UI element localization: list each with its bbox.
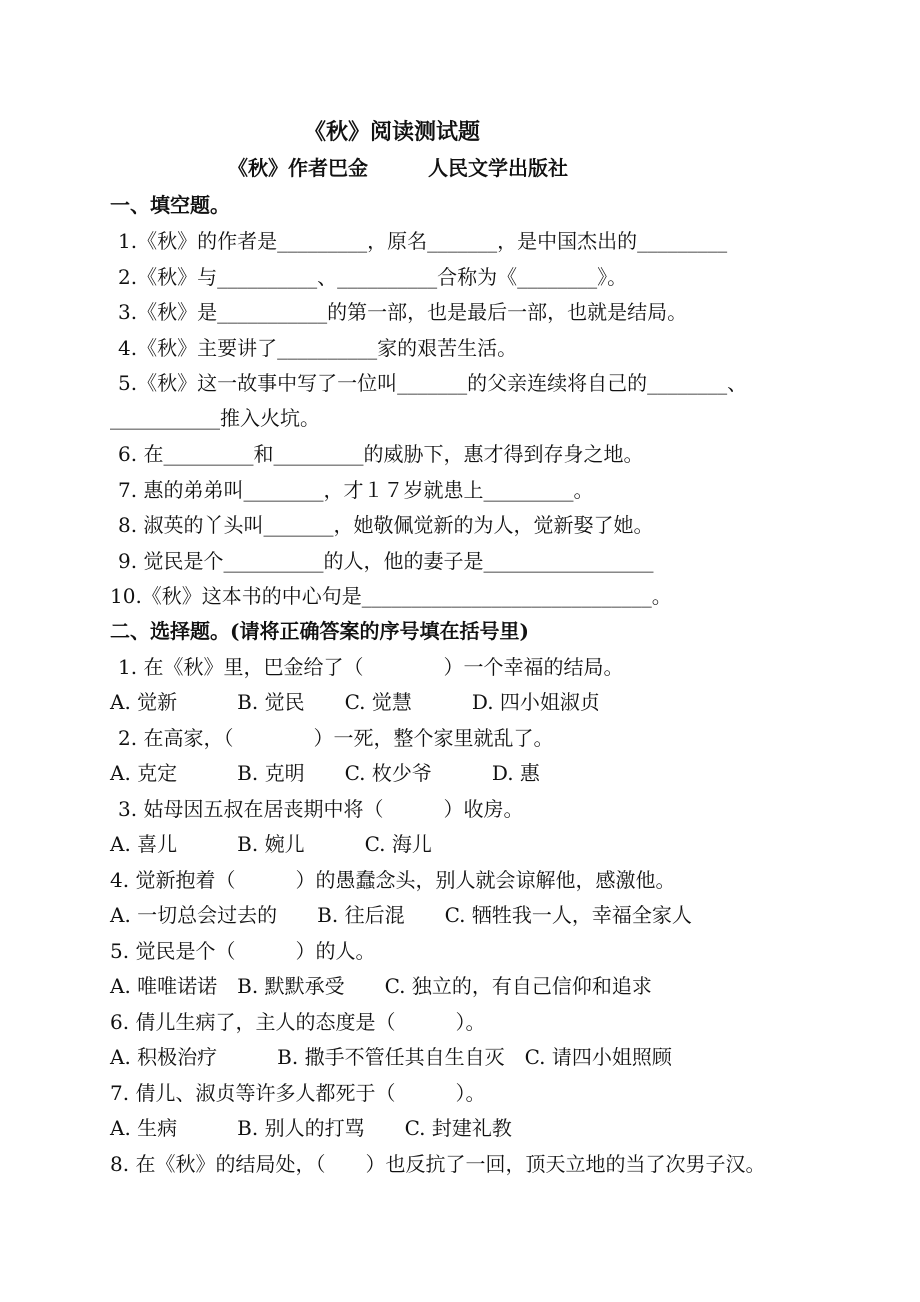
section1-heading: 一、填空题。	[110, 193, 230, 217]
fill-item-2: 2.《秋》与__________、__________合称为《________》。	[118, 265, 628, 289]
fill-item-4: 4.《秋》主要讲了__________家的艰苦生活。	[118, 336, 518, 360]
choice-q2-options: A. 克定 B. 克明 C. 枚少爷 D. 惠	[110, 761, 540, 785]
document-subtitle: 《秋》作者巴金 人民文学出版社	[228, 156, 568, 180]
choice-q1: 1. 在《秋》里，巴金给了（ ）一个幸福的结局。	[118, 655, 624, 679]
choice-q5-options: A. 唯唯诺诺 B. 默默承受 C. 独立的，有自己信仰和追求	[110, 974, 652, 998]
section2-heading: 二、选择题。(请将正确答案的序号填在括号里)	[110, 619, 529, 643]
choice-q4: 4. 觉新抱着（ ）的愚蠢念头，别人就会谅解他，感激他。	[110, 868, 676, 892]
choice-q6-options: A. 积极治疗 B. 撒手不管任其自生自灭 C. 请四小姐照顾	[110, 1045, 672, 1069]
fill-item-9: 9. 觉民是个__________的人，他的妻子是_________________	[118, 549, 654, 573]
fill-item-5-cont: ___________推入火坑。	[110, 406, 320, 430]
choice-q8: 8. 在《秋》的结局处，（ ）也反抗了一回，顶天立地的当了次男子汉。	[110, 1152, 766, 1176]
choice-q3-options: A. 喜儿 B. 婉儿 C. 海儿	[110, 832, 432, 856]
fill-item-3: 3.《秋》是___________的第一部，也是最后一部，也就是结局。	[118, 300, 688, 324]
choice-q2: 2. 在高家，（ ）一死，整个家里就乱了。	[118, 726, 554, 750]
fill-item-7: 7. 惠的弟弟叫________，才１７岁就患上_________。	[118, 478, 594, 502]
choice-q5: 5. 觉民是个（ ）的人。	[110, 939, 376, 963]
fill-item-5: 5.《秋》这一故事中写了一位叫_______的父亲连续将自己的________、	[118, 371, 748, 395]
choice-q7: 7. 倩儿、淑贞等许多人都死于（ ）。	[110, 1081, 486, 1105]
choice-q4-options: A. 一切总会过去的 B. 往后混 C. 牺牲我一人，幸福全家人	[110, 903, 692, 927]
fill-item-6: 6. 在_________和_________的威胁下，惠才得到存身之地。	[118, 442, 644, 466]
fill-item-10: 10.《秋》这本书的中心句是_____________________________。	[110, 584, 672, 608]
fill-item-1: 1.《秋》的作者是_________，原名_______，是中国杰出的_________	[118, 229, 728, 253]
choice-q6: 6. 倩儿生病了，主人的态度是（ ）。	[110, 1010, 486, 1034]
choice-q7-options: A. 生病 B. 别人的打骂 C. 封建礼教	[110, 1116, 512, 1140]
document-title: 《秋》阅读测试题	[304, 119, 481, 145]
fill-item-8: 8. 淑英的丫头叫_______，她敬佩觉新的为人，觉新娶了她。	[118, 513, 654, 537]
choice-q1-options: A. 觉新 B. 觉民 C. 觉慧 D. 四小姐淑贞	[110, 690, 600, 714]
choice-q3: 3. 姑母因五叔在居丧期中将（ ）收房。	[118, 797, 524, 821]
